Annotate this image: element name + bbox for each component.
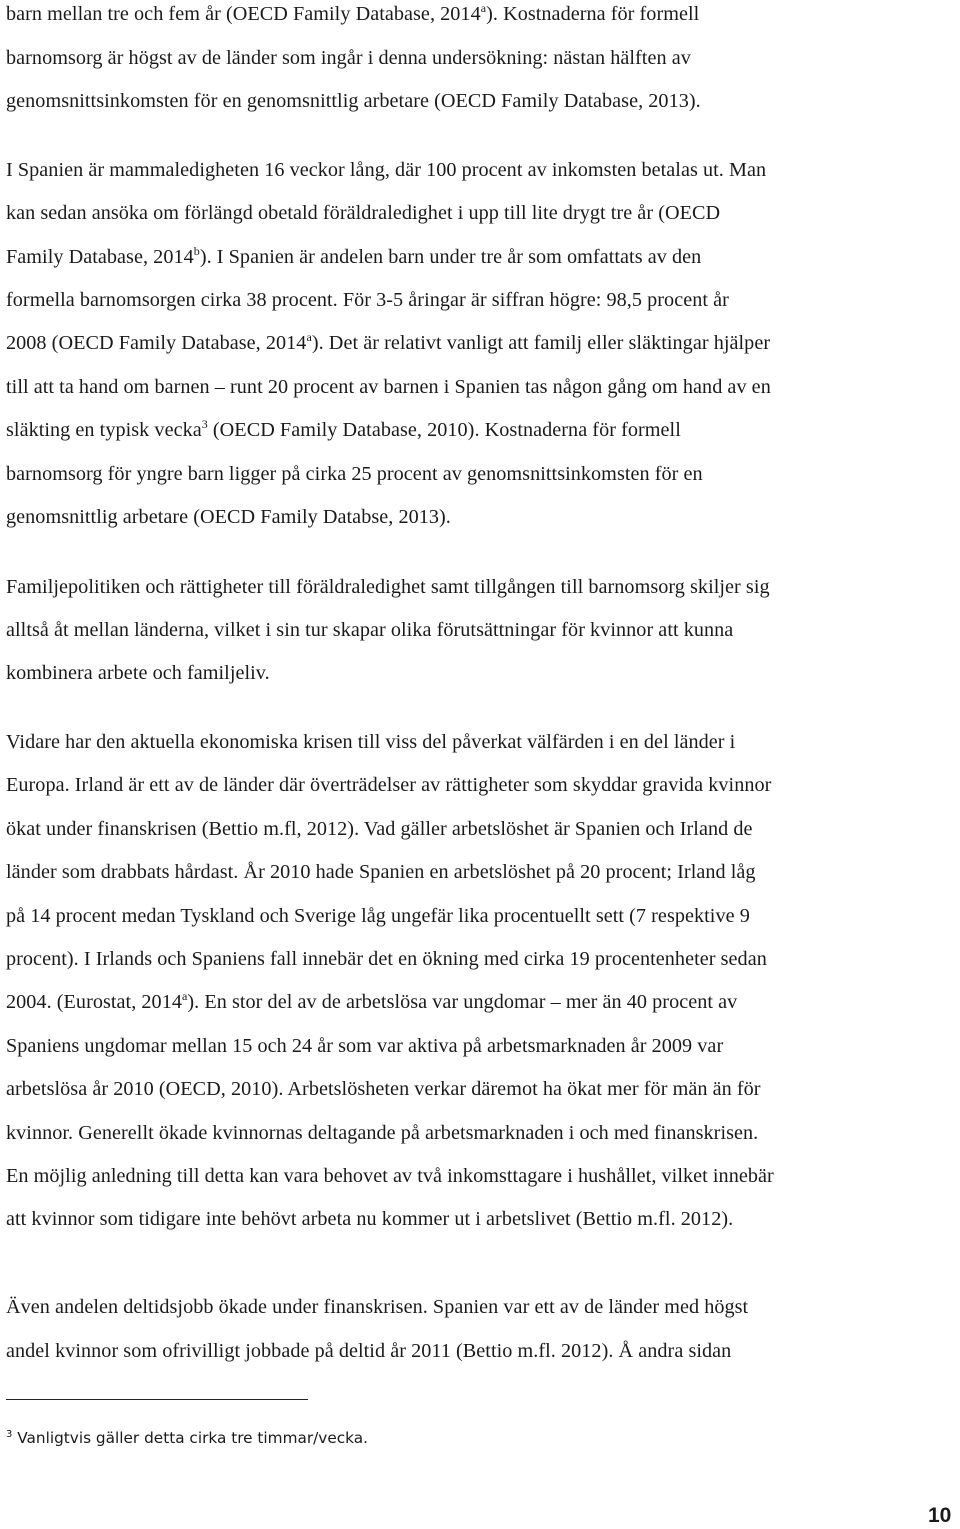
text-line: på 14 procent medan Tyskland och Sverige låg ungefär lika procentuellt sett (7 respektive 9 — [6, 905, 750, 927]
text-line: till att ta hand om barnen – runt 20 procent av barnen i Spanien tas någon gång om hand av en — [6, 376, 771, 398]
text-line: procent). I Irlands och Spaniens fall innebär det en ökning med cirka 19 procentenheter sedan — [6, 948, 767, 970]
text-line: kvinnor. Generellt ökade kvinnornas deltagande på arbetsmarknaden i och med finanskrisen. — [6, 1122, 759, 1144]
text-line: Familjepolitiken och rättigheter till föräldraledighet samt tillgången till barnomsorg skiljer sig — [6, 576, 770, 598]
text-line: Även andelen deltidsjobb ökade under finanskrisen. Spanien var ett av de länder med högst — [6, 1296, 749, 1318]
text-line: I Spanien är mammaledigheten 16 veckor lång, där 100 procent av inkomsten betalas ut. Man — [6, 159, 767, 181]
text-line: ökat under finanskrisen (Bettio m.fl, 2012). Vad gäller arbetslöshet är Spanien och Irland de — [6, 818, 753, 840]
text-line: formella barnomsorgen cirka 38 procent. För 3-5 åringar är siffran högre: 98,5 procent år — [6, 289, 729, 311]
text-line: släkting en typisk vecka$^3$ (OECD Family Database, 2010). Kostnaderna för formell — [6, 417, 681, 441]
text-line: kan sedan ansöka om förlängd obetald föräldraledighet i upp till lite drygt tre år (OECD — [6, 202, 721, 224]
text-line: kombinera arbete och familjeliv. — [6, 662, 270, 684]
footnote-separator — [6, 1399, 308, 1400]
footnote-marker: 3 — [6, 1429, 13, 1440]
text-line: barnomsorg för yngre barn ligger på cirka 25 procent av genomsnittsinkomsten för en — [6, 463, 703, 485]
text-line: Vidare har den aktuella ekonomiska krisen till viss del påverkat välfärden i en del länder i — [6, 731, 736, 753]
text-line: 2004. (Eurostat, 2014$^a$). En stor del av de arbetslösa var ungdomar – mer än 40 procent av — [6, 989, 738, 1013]
text-line: Spaniens ungdomar mellan 15 och 24 år som var aktiva på arbetsmarknaden år 2009 var — [6, 1035, 724, 1057]
page-number: 10 — [928, 1504, 952, 1527]
text-line: Europa. Irland är ett av de länder där överträdelser av rättigheter som skyddar gravida kvinnor — [6, 774, 772, 796]
text-line: barn mellan tre och fem år (OECD Family Database, 2014$^a$). Kostnaderna för formell — [6, 1, 700, 25]
text-line: genomsnittlig arbetare (OECD Family Databse, 2013). — [6, 506, 451, 528]
footnote — [6, 1428, 368, 1451]
text-line: 2008 (OECD Family Database, 2014$^a$). Det är relativt vanligt att familj eller släktingar hjälper — [6, 330, 771, 354]
text-line: att kvinnor som tidigare inte behövt arbeta nu kommer ut i arbetslivet (Bettio m.fl. 2012). — [6, 1208, 734, 1230]
text-line: barnomsorg är högst av de länder som ingår i denna undersökning: nästan hälften av — [6, 47, 691, 69]
text-line: Family Database, 2014$^b$). I Spanien är andelen barn under tre år som omfattats av den — [6, 244, 702, 268]
text-line: arbetslösa år 2010 (OECD, 2010). Arbetslösheten verkar däremot ha ökat mer för män än för — [6, 1078, 761, 1100]
text-line: länder som drabbats hårdast. År 2010 hade Spanien en arbetslöshet på 20 procent; Irland låg — [6, 861, 756, 883]
footnote-text: Vanligtvis gäller detta cirka tre timmar/vecka. — [12, 1429, 368, 1447]
text-line: alltså åt mellan länderna, vilket i sin tur skapar olika förutsättningar för kvinnor att kunna — [6, 619, 734, 641]
text-line: En möjlig anledning till detta kan vara behovet av två inkomsttagare i hushållet, vilket innebär — [6, 1165, 774, 1187]
text-line: andel kvinnor som ofrivilligt jobbade på deltid år 2011 (Bettio m.fl. 2012). Å andra sidan — [6, 1340, 732, 1362]
text-line: genomsnittsinkomsten för en genomsnittlig arbetare (OECD Family Database, 2013). — [6, 90, 701, 112]
